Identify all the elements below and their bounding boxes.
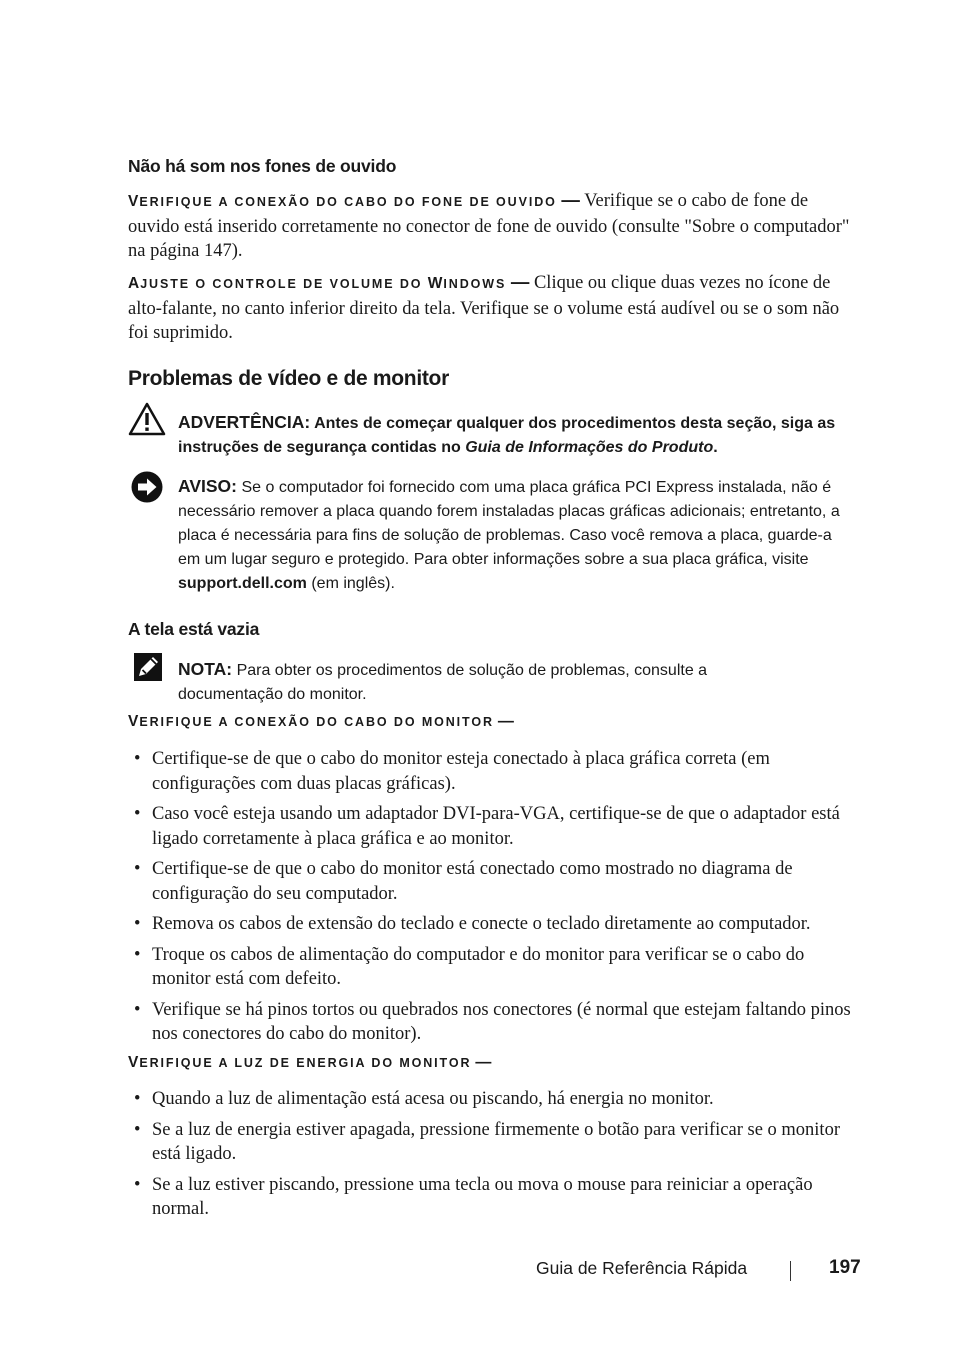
- list-item: • Certifique-se de que o cabo do monitor esteja conectado à placa gráfica correta (em configurações com duas placas gráficas).: [128, 747, 863, 796]
- run-in-heading: AJUSTE O CONTROLE DE VOLUME DO WINDOWS: [128, 275, 507, 292]
- list-item: • Troque os cabos de alimentação do computador e do monitor para verificar se o cabo do monitor está com defeito.: [128, 943, 863, 992]
- list-item: • Se a luz estiver piscando, pressione uma tecla ou mova o mouse para reiniciar a operação normal.: [128, 1173, 863, 1222]
- warning-triangle-icon: [128, 402, 166, 441]
- footer-divider: [790, 1261, 791, 1281]
- list-item: • Caso você esteja usando um adaptador DVI-para-VGA, certifique-se de que o adaptador está ligado corretamente à placa gráfica e ao monitor.: [128, 802, 863, 851]
- paragraph-text: Clique ou clique duas vezes no ícone de alto-falante, no canto inferior direito da tela. Verifique se o volume está audível ou se o som não foi suprimido.: [128, 273, 840, 343]
- power-light-checklist: [128, 1087, 863, 1228]
- em-dash: —: [497, 713, 514, 730]
- notice-block: [178, 474, 858, 596]
- note-block: [178, 657, 778, 707]
- list-item: • Quando a luz de alimentação está acesa ou piscando, há energia no monitor.: [128, 1087, 863, 1112]
- paragraph-adjust-volume: [128, 270, 856, 346]
- section-heading-blank-screen: A tela está vazia: [128, 619, 260, 639]
- run-in-heading-monitor-cable: [128, 713, 514, 731]
- lead-text: VERIFIQUE A CONEXÃO DO CABO DO MONITOR: [128, 713, 494, 730]
- warning-book-title: Guia de Informações do Produto: [465, 439, 714, 456]
- monitor-cable-checklist: [128, 747, 863, 1053]
- run-in-heading-power-light: [128, 1054, 491, 1072]
- notice-text: Se o computador foi fornecido com uma placa gráfica PCI Express instalada, não é necessário remover a placa quando forem instaladas placas gráficas adicionais; entretanto, a placa é necessária para fins de solução de problemas. Caso você remova a placa, guarde-a em um lugar seguro e protegido. Para obter informações sobre a sua placa gráfica, visite: [178, 479, 840, 568]
- support-link[interactable]: support.dell.com: [178, 575, 307, 592]
- list-item: • Verifique se há pinos tortos ou quebrados nos conectores (é normal que estejam faltando pinos nos conectores do cabo do monitor).: [128, 998, 863, 1047]
- warning-label: ADVERTÊNCIA:: [178, 412, 311, 432]
- notice-text-end: (em inglês).: [306, 575, 395, 592]
- list-item: • Certifique-se de que o cabo do monitor está conectado como mostrado no diagrama de configuração do seu computador.: [128, 857, 863, 906]
- warning-block: [178, 410, 858, 460]
- list-item: • Remova os cabos de extensão do teclado e conecte o teclado diretamente ao computador.: [128, 912, 863, 937]
- lead-text: VERIFIQUE A LUZ DE ENERGIA DO MONITOR: [128, 1054, 472, 1071]
- warning-period: .: [713, 439, 718, 456]
- paragraph-check-headphone-cable: [128, 188, 856, 264]
- paragraph-text: Verifique se o cabo de fone de ouvido está inserido corretamente no conector de fone de ouvido (consulte "Sobre o computador" na página 147).: [128, 191, 850, 261]
- section-heading-video-problems: Problemas de vídeo e de monitor: [128, 367, 449, 390]
- notice-arrow-icon: [130, 470, 164, 509]
- warning-text: Antes de começar qualquer dos procedimentos desta seção, siga as instruções de segurança contidas no: [178, 415, 836, 456]
- list-item: • Se a luz de energia estiver apagada, pressione firmemente o botão para verificar se o monitor está ligado.: [128, 1118, 863, 1167]
- section-heading-no-sound: Não há som nos fones de ouvido: [128, 156, 397, 176]
- note-text: Para obter os procedimentos de solução de problemas, consulte a documentação do monitor.: [178, 662, 708, 703]
- run-in-heading: VERIFIQUE A CONEXÃO DO CABO DO FONE DE OUVIDO: [128, 193, 557, 210]
- footer-title: Guia de Referência Rápida: [536, 1258, 748, 1278]
- notice-label: AVISO:: [178, 476, 237, 496]
- em-dash: —: [475, 1054, 492, 1071]
- note-label: NOTA:: [178, 659, 233, 679]
- page-number: 197: [829, 1257, 861, 1278]
- em-dash: —: [510, 271, 530, 292]
- note-pencil-icon: [133, 652, 163, 687]
- em-dash: —: [561, 189, 580, 210]
